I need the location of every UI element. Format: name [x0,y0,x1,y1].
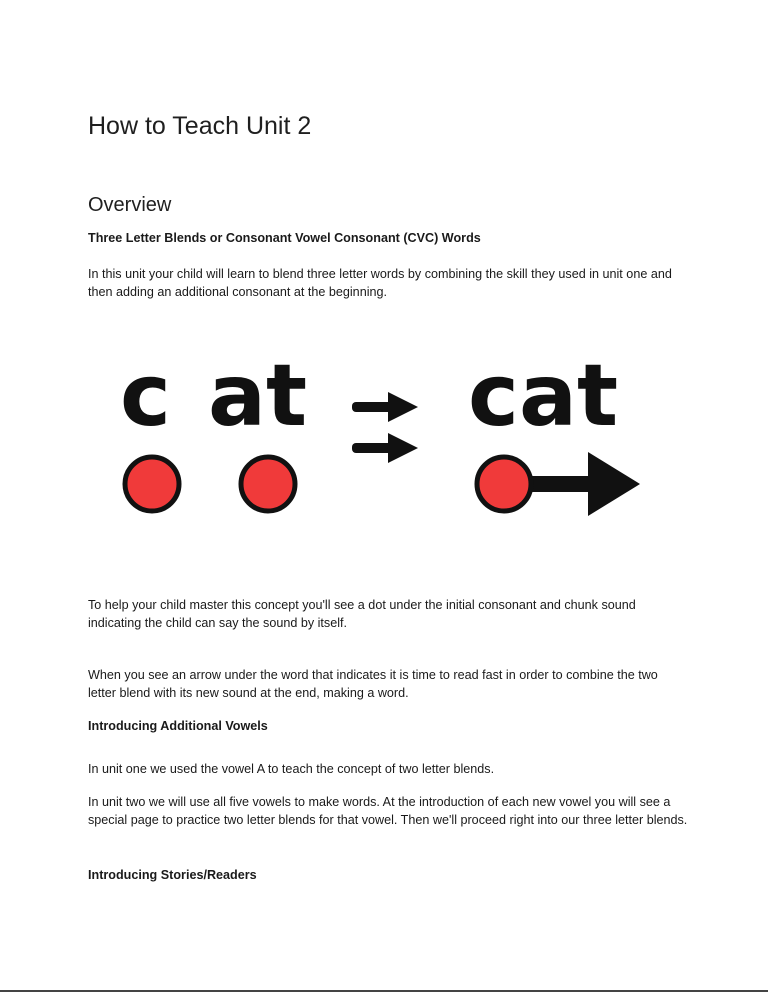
cvc-subheading: Three Letter Blends or Consonant Vowel Consonant (CVC) Words [88,231,481,245]
double-right-arrow-icon [352,392,418,463]
cvc-blend-illustration [100,340,660,530]
red-dot-icon [125,457,179,511]
blended-word-text: cat [468,346,619,446]
arrow-explanation-paragraph: When you see an arrow under the word that indicates it is time to read fast in order to combine the two letter blend with its new sound at the end, making a word. [88,668,658,700]
bottom-divider [0,990,768,992]
chunk-sound-text: at [208,346,308,446]
overview-heading: Overview [88,194,172,216]
upper-arrow [352,392,418,422]
page-title: How to Teach Unit 2 [88,112,312,140]
red-dot-icon [241,457,295,511]
dot-explanation-paragraph: To help your child master this concept you'll see a dot under the initial consonant and chunk sound indicating the child can say the sound by itself. [88,598,636,630]
vowels-paragraph-2: In unit two we will use all five vowels to make words. At the introduction of each new vowel you will see a special page to practice two letter blends for that vowel. Then we'll proceed right into our three letter blends. [88,795,688,827]
initial-consonant-text: c [120,346,171,446]
stories-subheading: Introducing Stories/Readers [88,868,257,882]
intro-paragraph: In this unit your child will learn to blend three letter words by combining the skill they used in unit one and then adding an additional consonant at the beginning. [88,267,672,299]
blend-arrow-icon [477,452,640,516]
lower-arrow [352,433,418,463]
vowels-subheading: Introducing Additional Vowels [88,719,268,733]
vowels-paragraph-1: In unit one we used the vowel A to teach the concept of two letter blends. [88,762,495,776]
cvc-blend-graphic [100,340,660,530]
